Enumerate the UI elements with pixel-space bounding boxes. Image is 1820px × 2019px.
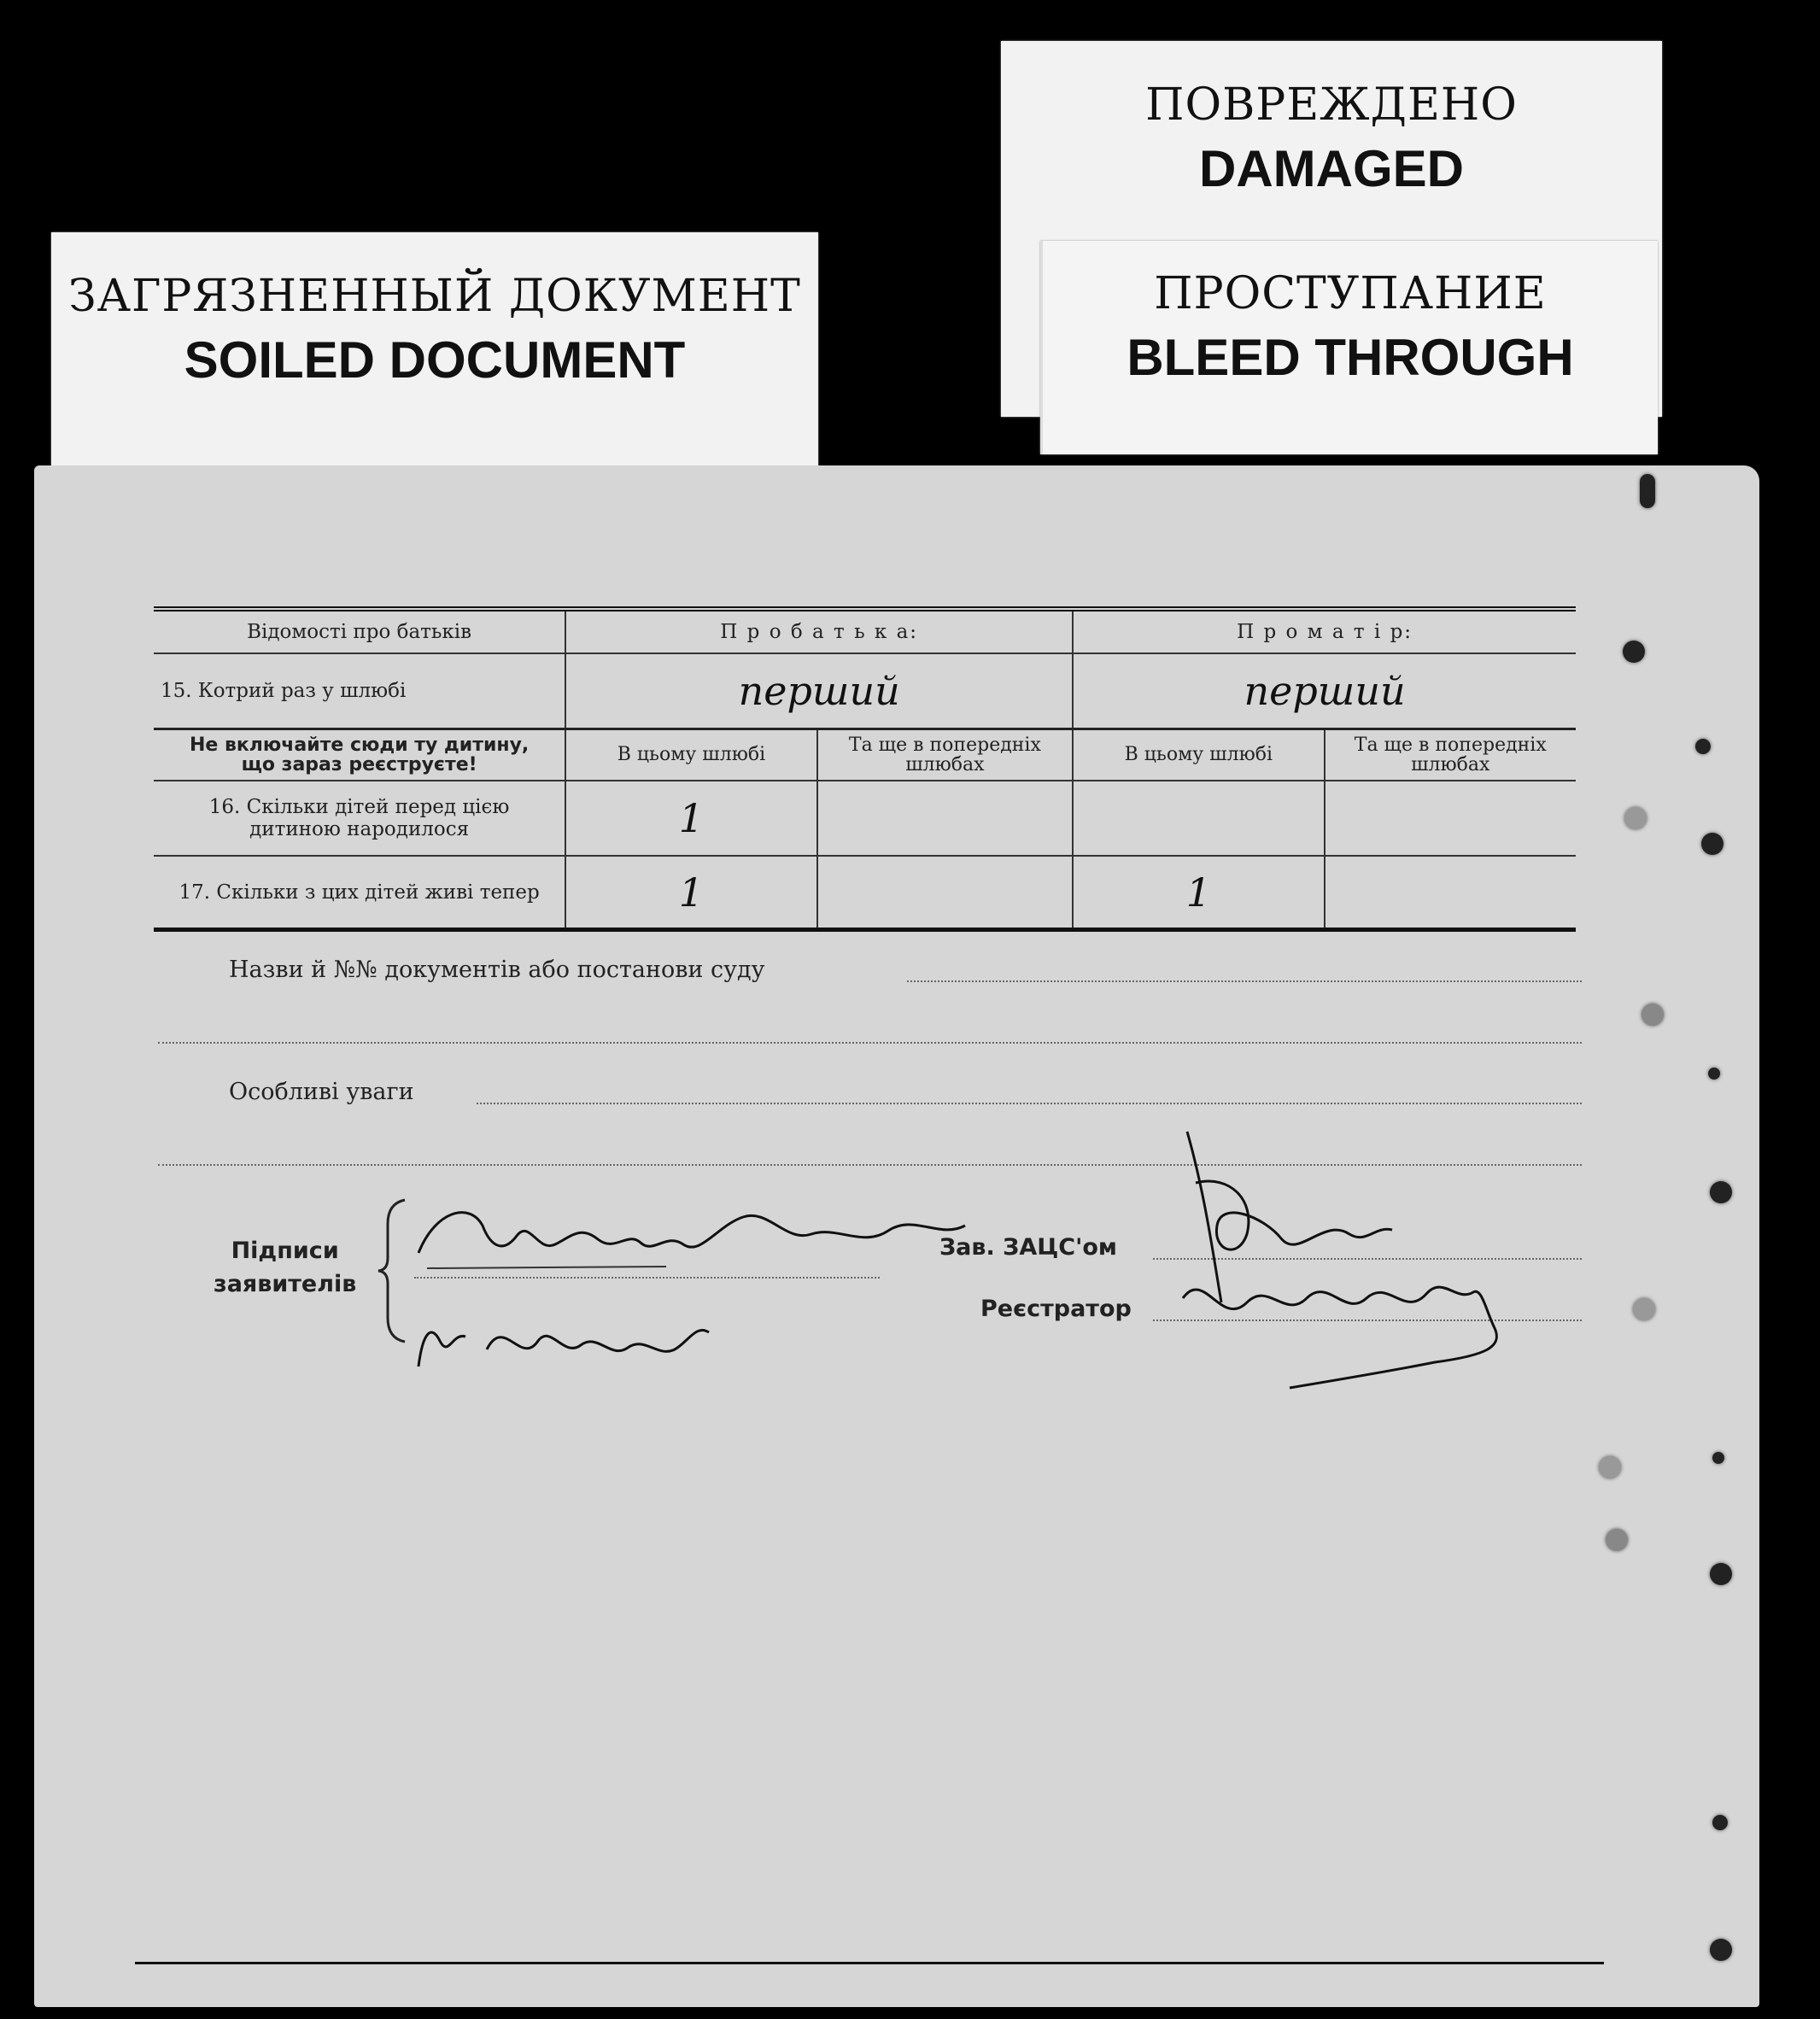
mother-prev-marriage-header: [1325, 729, 1576, 781]
father-header: П р о б а т ь к а:: [565, 609, 1073, 653]
documents-line: [907, 980, 1582, 982]
parents-info-form: [154, 606, 1576, 932]
punch-hole: [1695, 739, 1711, 754]
punch-hole: [1712, 1452, 1724, 1464]
punch-hole: [1599, 1456, 1621, 1478]
punch-hole: [1624, 807, 1647, 829]
notes-line: [477, 1103, 1582, 1104]
father-this-marriage-header: В цьому шлюбі: [565, 729, 816, 781]
row17-father-this: 1: [565, 856, 816, 930]
punch-hole: [1701, 833, 1723, 855]
table-subheader-row: [154, 729, 1576, 781]
table-header-row: [154, 609, 1576, 653]
row15-father-value: перший: [565, 653, 1073, 729]
mother-this-marriage-header: В цьому шлюбі: [1073, 729, 1324, 781]
official-signatures: [1136, 1123, 1563, 1413]
applicants-line2: заявителів: [214, 1271, 357, 1298]
applicant-signature-1: [410, 1191, 974, 1285]
prev-line1: Та ще в попередніх: [848, 734, 1041, 756]
bottom-rule: [135, 1962, 1604, 1964]
applicant-line-1: [414, 1277, 880, 1279]
punch-hole: [1606, 1529, 1628, 1551]
damaged-ru-label: ПОВРЕЖДЕНО: [1145, 79, 1518, 131]
father-prev-marriage-header: [817, 729, 1073, 781]
punch-hole: [1642, 1004, 1664, 1026]
soiled-en-label: SOILED DOCUMENT: [184, 331, 686, 389]
row15-mother-value: перший: [1073, 653, 1576, 729]
soiled-document-flag: [51, 232, 818, 471]
bleed-through-flag: [1040, 241, 1658, 454]
damaged-en-label: DAMAGED: [1199, 140, 1464, 197]
document-sheet: [34, 465, 1759, 2007]
parents-table: [154, 606, 1576, 932]
row16-father-this: 1: [565, 781, 816, 856]
applicant-signature-2: [401, 1307, 726, 1384]
row17-father-prev: [817, 856, 1073, 930]
table-row: [154, 781, 1576, 856]
punch-hole: [1708, 1068, 1720, 1080]
row16-father-prev: [817, 781, 1073, 856]
row17-mother-prev: [1325, 856, 1576, 930]
mother-header: П р о м а т і р:: [1073, 609, 1576, 653]
row16-label: [154, 781, 565, 856]
row15-label: 15. Котрий раз у шлюбі: [154, 653, 565, 729]
prev-line1: Та ще в попередніх: [1354, 734, 1547, 756]
bleed-en-label: BLEED THROUGH: [1127, 329, 1574, 386]
registrar-label: Реєстратор: [980, 1296, 1132, 1322]
punch-hole: [1710, 1563, 1732, 1585]
row16-label-line1: 16. Скільки дітей перед цією: [208, 796, 510, 818]
punch-hole: [1710, 1939, 1732, 1961]
punch-hole: [1633, 1298, 1655, 1320]
row17-mother-this: 1: [1073, 856, 1324, 930]
soiled-ru-label: ЗАГРЯЗНЕННЫЙ ДОКУМЕНТ: [68, 271, 801, 322]
row16-mother-prev: [1325, 781, 1576, 856]
punch-hole: [1640, 474, 1655, 508]
notes-label: Особливі уваги: [229, 1079, 414, 1105]
documents-line-2: [158, 1042, 1582, 1044]
exclude-note-line1: Не включайте сюди ту дитину,: [189, 734, 530, 756]
table-row: [154, 653, 1576, 729]
row17-label: 17. Скільки з цих дітей живі тепер: [178, 881, 540, 904]
bleed-ru-label: ПРОСТУПАНИЕ: [1154, 268, 1547, 319]
prev-line2: шлюбах: [1411, 754, 1490, 775]
applicants-line1: Підписи: [231, 1238, 339, 1264]
row16-label-line2: дитиною народилося: [249, 818, 470, 840]
applicants-signatures-label: [214, 1234, 356, 1301]
exclude-note-line2: що зараз реєструєте!: [241, 754, 477, 775]
punch-hole: [1710, 1181, 1732, 1203]
parents-info-header: Відомості про батьків: [154, 609, 565, 653]
prev-line2: шлюбах: [905, 754, 985, 775]
punch-hole: [1712, 1815, 1728, 1830]
documents-label: Назви й №№ документів або постанови суду: [229, 957, 765, 983]
punch-hole: [1623, 641, 1645, 663]
exclude-child-note: [154, 729, 565, 781]
head-zags-label: Зав. ЗАЦС'ом: [939, 1234, 1117, 1261]
row16-mother-this: [1073, 781, 1324, 856]
table-row: [154, 856, 1576, 930]
